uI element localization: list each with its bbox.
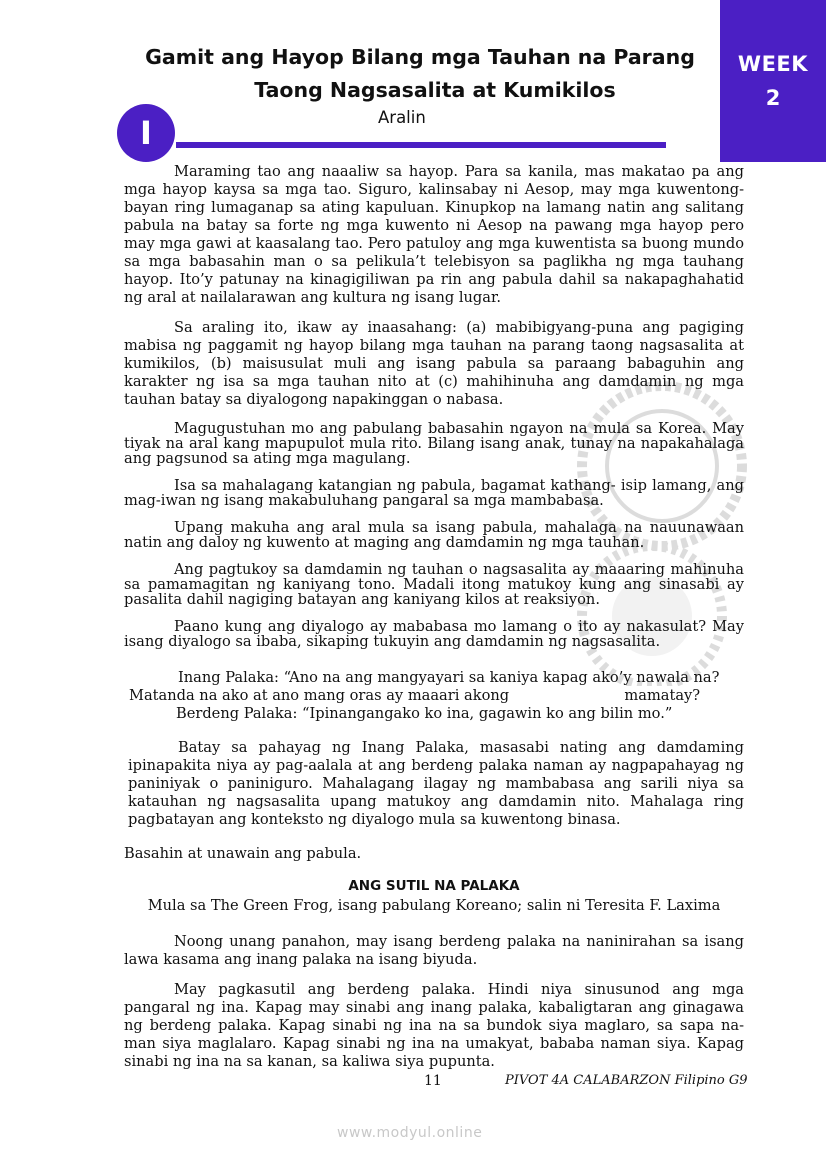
footer-series: PIVOT 4A CALABARZON Filipino G9: [505, 1073, 748, 1088]
story-source: Mula sa The Green Frog, isang pabulang Koreano; salin ni Teresita F. Laxima: [147, 897, 721, 914]
story-title: ANG SUTIL NA PALAKA: [348, 878, 520, 894]
page-title-line1: Gamit ang Hayop Bilang mga Tauhan na Parang: [145, 45, 695, 69]
dialogue-cont-part2: mamatay?: [624, 687, 701, 704]
dialogue-berdeng-palaka: Berdeng Palaka: “Ipinangangako ko ina, gagawin ko ang bilin mo.”: [176, 705, 673, 722]
dialogue-inang-palaka-cont: [124, 687, 744, 705]
week-number: 2: [765, 86, 781, 110]
site-watermark: www.modyul.online: [337, 1125, 483, 1141]
dialogue-inang-palaka: Inang Palaka: “Ano na ang mangyayari sa kaniya kapag ako’y nawala na?: [178, 669, 720, 686]
page-title-line2: Taong Nagsasalita at Kumikilos: [254, 78, 616, 102]
section-letter-badge: I: [117, 104, 175, 162]
story-paragraph-2: May pagkasutil ang berdeng palaka. Hindi niya sinusunod ang mga pangaral ng ina. Kapag may sinabi ang inang palaka, kabaligtaran ang ginagawa ng berdeng palaka. Kapag sinabi ng ina na sa bundok siya maglaro, sa sapa na-man siya maglalaro. Kapag sinabi ng ina na umakyat, bababa naman siya. Kapag sinabi ng ina na sa kanan, sa kaliwa siya pupunta.: [124, 981, 744, 1070]
paragraph-intro: Maraming tao ang naaaliw sa hayop. Para sa kanila, mas makatao pa ang mga hayop kaysa sa mga tao. Siguro, kalinsabay ni Aesop, may mga kuwentong-bayan ring lumaganap sa ating kapuluan. Kinupkop na lamang natin ang salitang pabula na batay sa forte ng mga kuwento ni Aesop na pawang mga hayop pero may mga gawi at kaasalang tao. Pero patuloy ang mga kuwentista sa buong mundo sa mga babasahin man o sa pelikula’t telebisyon sa paglikha ng mga tauhang hayop. Ito’y patunay na kinagigiliwan pa rin ang pabula dahil sa nakapaghahatid ng aral at nailalarawan ang kultura ng isang lugar.: [124, 163, 744, 306]
section-name: Aralin: [378, 108, 426, 127]
paragraph-damdamin: Ang pagtukoy sa damdamin ng tauhan o nagsasalita ay maaaring mahinuha sa pamamagitan ng kaniyang tono. Madali itong matukoy kung ang sinasabi ay pasalita dahil nagiging batayan ang kaniyang kilos at reaksiyon.: [124, 561, 744, 608]
story-paragraph-1: Noong unang panahon, may isang berdeng palaka na naninirahan sa isang lawa kasama ang inang palaka na isang biyuda.: [124, 933, 744, 968]
week-label: WEEK: [737, 52, 809, 76]
paragraph-katangian: Isa sa mahalagang katangian ng pabula, bagamat kathang- isip lamang, ang mag-iwan ng isang makabuluhang pangaral sa mga mambabasa.: [124, 477, 744, 509]
dialogue-cont-part1: Matanda na ako at ano mang oras ay maaari akong: [129, 687, 510, 704]
lesson-body: [124, 163, 744, 1071]
page-number: 11: [424, 1073, 442, 1089]
paragraph-aral: Upang makuha ang aral mula sa isang pabula, mahalaga na nauunawaan natin ang daloy ng kuwento at maging ang damdamin ng mga tauhan.: [124, 519, 744, 551]
title-rule: [176, 142, 666, 148]
paragraph-diyalogo: Paano kung ang diyalogo ay mababasa mo lamang o ito ay nakasulat? May isang diyalogo sa ibaba, sikaping tukuyin ang damdamin ng nagsasalita.: [124, 618, 744, 650]
paragraph-objectives: Sa araling ito, ikaw ay inaasahang: (a) mabibigyang-puna ang pagiging mabisa ng paggamit ng hayop bilang mga tauhan na parang taong nagsasalita at kumikilos, (b) maisusulat muli ang isang pabula sa paraang babaguhin ang karakter ng isa sa mga tauhan nito at (c) mahihinuha ang damdamin ng mga tauhan batay sa diyalogong napakinggan o nabasa.: [124, 319, 744, 408]
dialogue-block: [124, 669, 744, 723]
paragraph-instruction: Basahin at unawain ang pabula.: [124, 845, 362, 862]
paragraph-analysis: Batay sa pahayag ng Inang Palaka, masasabi nating ang damdaming ipinapakita niya ay pag-aalala at ang berdeng palaka naman ay nagpapahayag ng paniniyak o paniniguro. Mahalagang ilagay ng mambabasa ang sarili niya sa katauhan ng nagsasalita upang matukoy ang damdamin nito. Mahalaga ring pagbatayan ang konteksto ng diyalogo mula sa kuwentong binasa.: [128, 739, 744, 828]
week-badge: [720, 0, 826, 162]
analysis-block: [124, 739, 744, 829]
paragraph-korea: Magugustuhan mo ang pabulang babasahin ngayon na mula sa Korea. May tiyak na aral kang mapupulot mula rito. Bilang isang anak, tunay na napakahalaga ang pagsunod sa ating mga magulang.: [124, 420, 744, 467]
